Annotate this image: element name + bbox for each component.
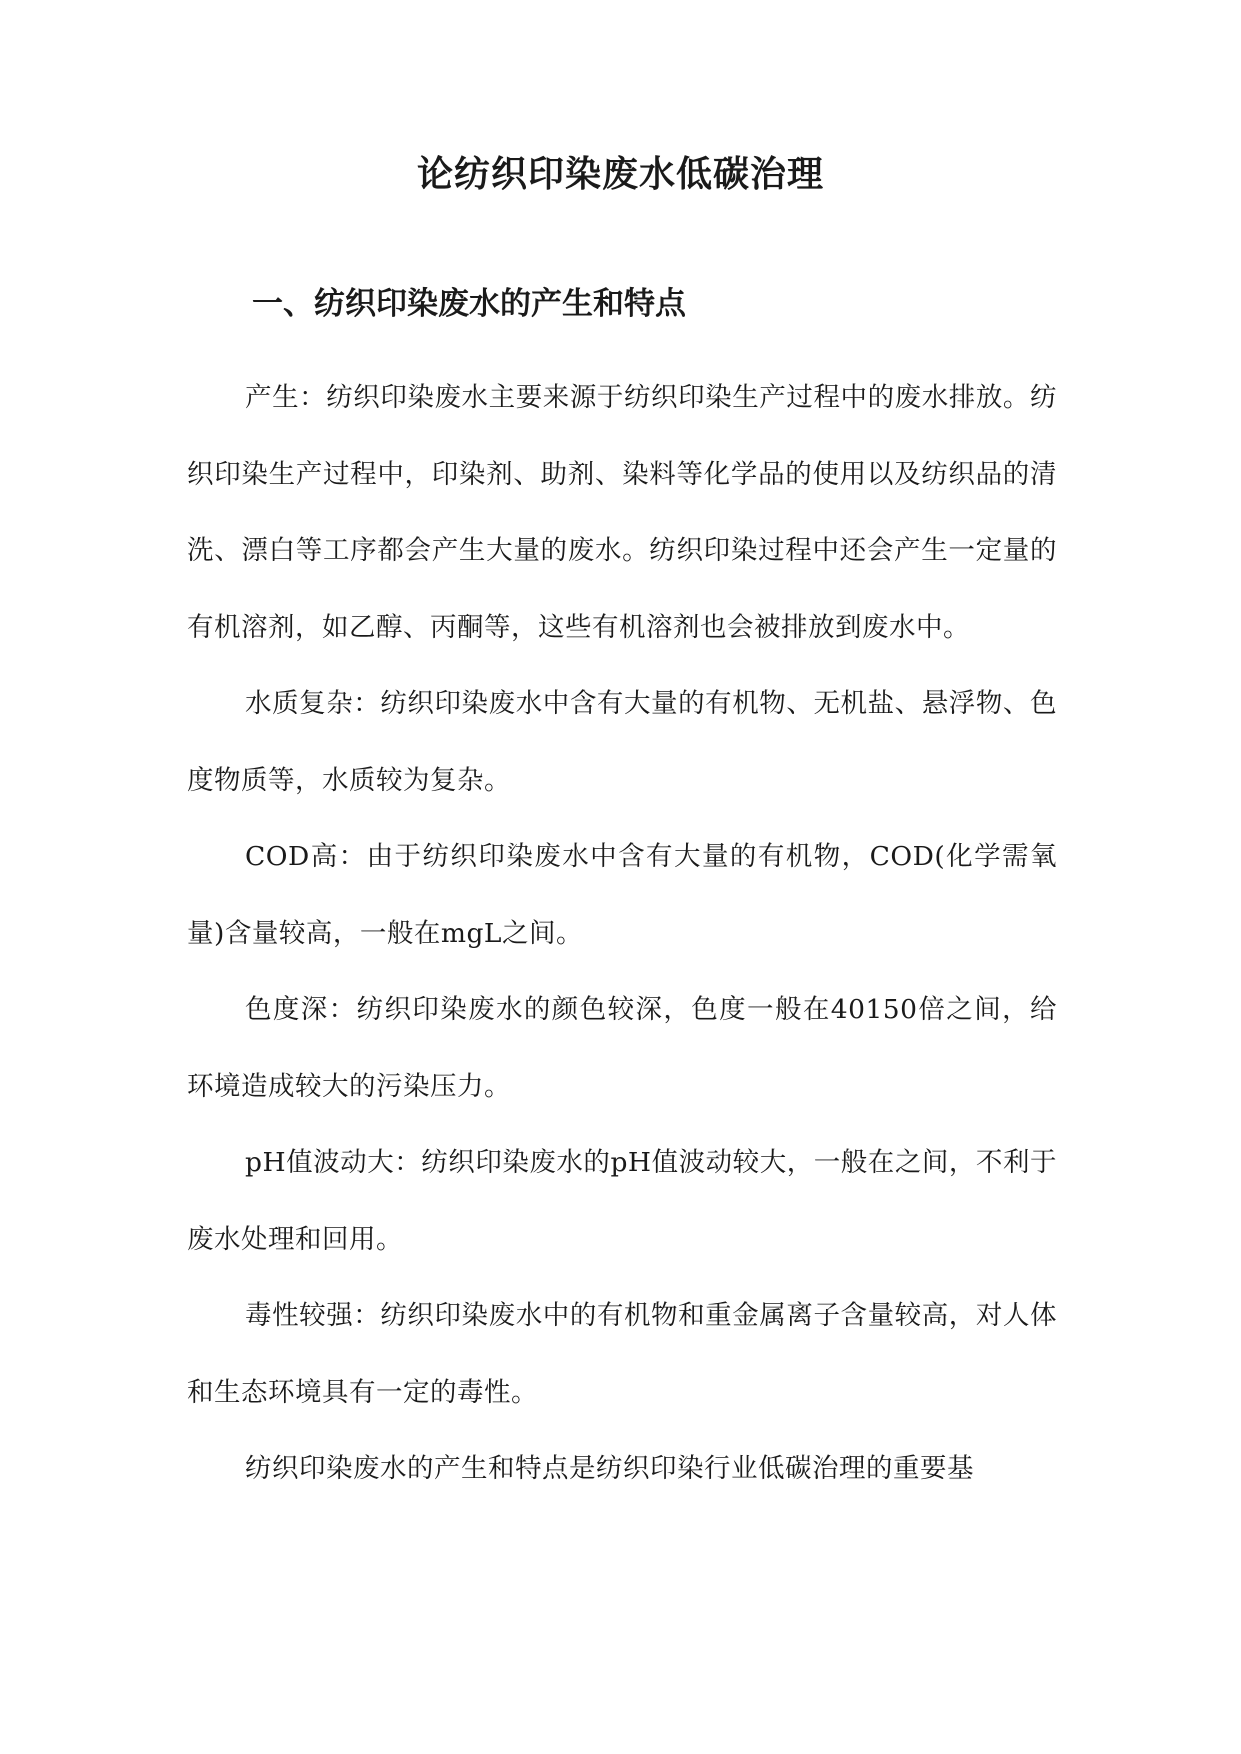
section-heading: 一、纺织印染废水的产生和特点 — [252, 286, 686, 322]
body-text — [187, 360, 1057, 1508]
paragraph-cod: COD高：由于纺织印染废水中含有大量的有机物，COD(化学需氧量)含量较高，一般在mgL之间。 — [187, 841, 1057, 949]
paragraph-toxicity: 毒性较强：纺织印染废水中的有机物和重金属离子含量较高，对人体和生态环境具有一定的毒性。 — [187, 1300, 1057, 1408]
paragraph-color: 色度深：纺织印染废水的颜色较深，色度一般在40150倍之间，给环境造成较大的污染压力。 — [187, 994, 1057, 1102]
document-title: 论纺织印染废水低碳治理 — [416, 153, 824, 195]
paragraph-origin: 产生：纺织印染废水主要来源于纺织印染生产过程中的废水排放。纺织印染生产过程中，印染剂、助剂、染料等化学品的使用以及纺织品的清洗、漂白等工序都会产生大量的废水。纺织印染过程中还会产生一定量的有机溶剂，如乙醇、丙酮等，这些有机溶剂也会被排放到废水中。 — [187, 382, 1057, 643]
paragraph-summary: 纺织印染废水的产生和特点是纺织印染行业低碳治理的重要基 — [245, 1453, 974, 1484]
paragraph-ph: pH值波动大：纺织印染废水的pH值波动较大，一般在之间，不利于废水处理和回用。 — [187, 1147, 1057, 1255]
paragraph-water-quality: 水质复杂：纺织印染废水中含有大量的有机物、无机盐、悬浮物、色度物质等，水质较为复杂。 — [187, 688, 1057, 796]
